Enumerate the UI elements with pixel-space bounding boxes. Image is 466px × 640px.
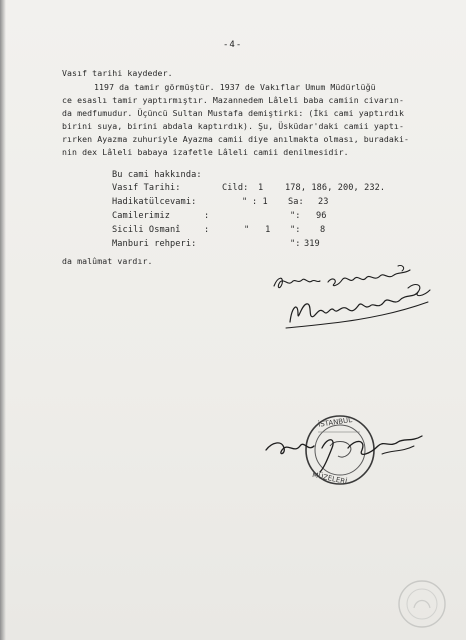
second-handwritten-signature (262, 424, 432, 474)
reference-pages: 178, 186, 200, 232. (285, 183, 386, 193)
reference-source: Vasıf Tarihi: (112, 183, 181, 193)
reference-vol-label: : (204, 225, 210, 235)
page-number: -4- (223, 40, 243, 50)
reference-pages: 96 (316, 211, 327, 221)
reference-page-label: ": (290, 225, 301, 235)
reference-source: Manburi rehperi: (112, 239, 197, 249)
paragraph-1: Vasıf tarihi kaydeder. (62, 68, 173, 78)
reference-page-label: Sa: (288, 197, 304, 207)
paragraph-2-line-3: da medfumudur. Üçüncü Sultan Mustafa demiştirki: (İki cami yaptırdık (62, 108, 404, 118)
archive-watermark-seal (396, 578, 448, 630)
paragraph-2-line-5: rırken Ayazma zuhuriyle Ayazma camii diye anılmakta olması, buradaki- (62, 134, 410, 144)
handwritten-signature (268, 262, 438, 334)
svg-text:İSTANBUL: İSTANBUL (317, 416, 353, 429)
reference-source: Sicili Osmanî (112, 225, 181, 235)
reference-vol: : 1 (252, 197, 268, 207)
reference-vol-label: : (204, 211, 210, 221)
scan-edge-shadow (0, 0, 6, 640)
reference-vol: " 1 (244, 225, 271, 235)
reference-pages: 319 (304, 239, 320, 249)
paragraph-2-line-4: birini suya, birini abdala kaptırdık). Şu, Üsküdar'daki camii yaptı- (62, 121, 404, 131)
paragraph-2-line-6: nin dex Lâleli babaya izafetle Lâleli camii denilmesidir. (62, 147, 349, 157)
reference-vol-label: " (242, 197, 248, 207)
reference-pages: 23 (318, 197, 329, 207)
reference-page-label: ": (290, 211, 301, 221)
reference-vol-label: Cild: (222, 183, 249, 193)
svg-text:MÜZELERİ: MÜZELERİ (311, 470, 348, 487)
reference-source: Hadikatülcevami: (112, 197, 197, 207)
closing-line: da malûmat vardır. (62, 256, 153, 266)
reference-vol: 1 (258, 183, 264, 193)
reference-page-label: ": (290, 239, 301, 249)
paragraph-2-line-2: ce esaslı tamir yaptırmıştır. Mazannedem Lâleli baba camiin civarın- (62, 95, 404, 105)
references-intro: Bu cami hakkında: (112, 170, 202, 180)
reference-pages: 8 (320, 225, 326, 235)
reference-source: Camilerimiz (112, 211, 171, 221)
paragraph-2-line-1: 1197 da tamir görmüştür. 1937 de Vakıflar Umum Müdürlüğü (94, 82, 376, 92)
